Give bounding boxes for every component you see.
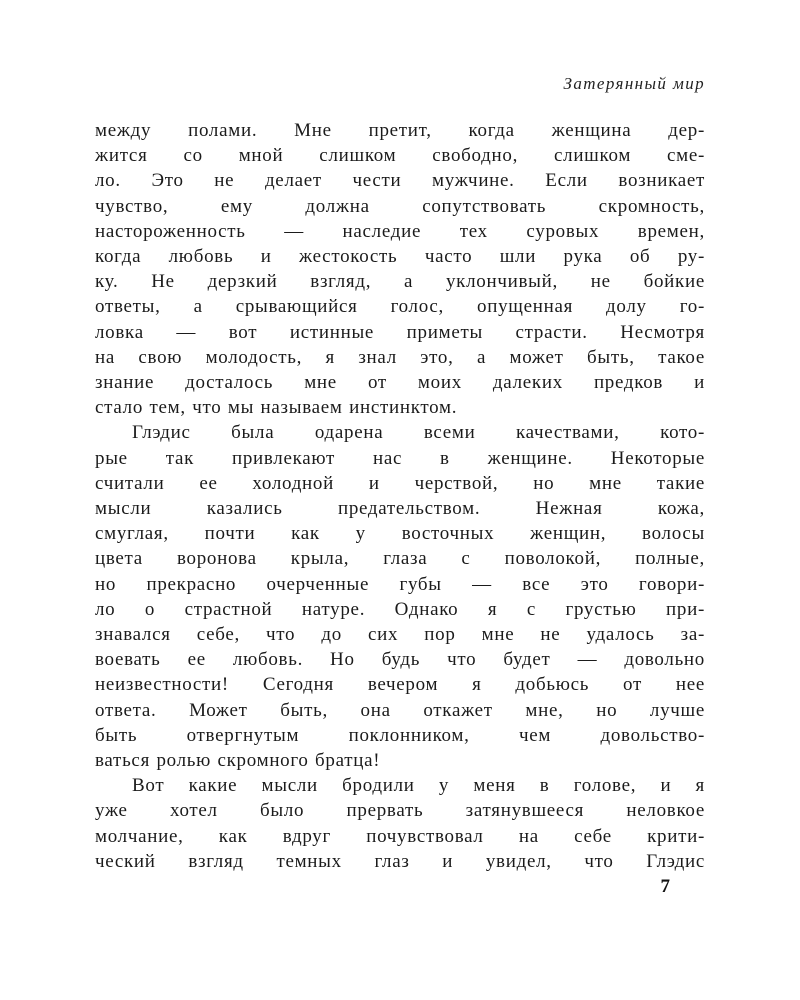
paragraph bbox=[95, 420, 705, 773]
text-line: рые так привлекают нас в женщине. Некоторые bbox=[95, 447, 705, 469]
text-line: молчание, как вдруг почувствовал на себе крити- bbox=[95, 825, 705, 847]
text-line: когда любовь и жестокость часто шли рука об ру- bbox=[95, 246, 705, 268]
text-line: смуглая, почти как у восточных женщин, волосы bbox=[95, 523, 705, 545]
text-line: ло. Это не делает чести мужчине. Если возникает bbox=[95, 170, 705, 192]
text-line: считали ее холодной и черствой, но мне такие bbox=[95, 472, 705, 494]
text-line: воевать ее любовь. Но будь что будет — довольно bbox=[95, 649, 705, 671]
text-line: цвета воронова крыла, глаза с поволокой, полные, bbox=[95, 548, 705, 570]
text-line: ческий взгляд темных глаз и увидел, что Глэдис bbox=[95, 850, 705, 872]
text-line: ответы, а срывающийся голос, опущенная долу го- bbox=[95, 296, 705, 318]
text-line: но прекрасно очерченные губы — все это говори- bbox=[95, 573, 705, 595]
text-line: неизвестности! Сегодня вечером я добьюсь от нее bbox=[95, 674, 705, 696]
page-number: 7 bbox=[660, 876, 670, 897]
text-line: стало тем, что мы называем инстинктом. bbox=[95, 397, 458, 419]
text-line: между полами. Мне претит, когда женщина дер- bbox=[95, 120, 705, 141]
text-line: жится со мной слишком свободно, слишком сме- bbox=[95, 145, 705, 167]
text-line: Глэдис была одарена всеми качествами, кото- bbox=[132, 422, 705, 444]
text-line: уже хотел было прервать затянувшееся неловкое bbox=[95, 800, 705, 822]
text-line: Вот какие мысли бродили у меня в голове, и я bbox=[132, 775, 705, 797]
text-line: мысли казались предательством. Нежная кожа, bbox=[95, 498, 705, 520]
text-line: чувство, ему должна сопутствовать скромность, bbox=[95, 195, 705, 217]
text-line: на свою молодость, я знал это, а может быть, такое bbox=[95, 346, 705, 368]
text-line: ловка — вот истинные приметы страсти. Несмотря bbox=[95, 321, 705, 343]
text-line: настороженность — наследие тех суровых времен, bbox=[95, 220, 705, 242]
text-line: ответа. Может быть, она откажет мне, но лучше bbox=[95, 699, 705, 721]
running-header: Затерянный мир bbox=[563, 74, 705, 93]
paragraph bbox=[95, 773, 705, 874]
text-line: ку. Не дерзкий взгляд, а уклончивый, не бойкие bbox=[95, 271, 705, 293]
body-text bbox=[95, 118, 705, 874]
text-line: ло о страстной натуре. Однако я с грустью при- bbox=[95, 598, 705, 620]
text-line: ваться ролью скромного братца! bbox=[95, 750, 381, 772]
paragraph bbox=[95, 118, 705, 420]
text-line: знавался себе, что до сих пор мне не удалось за- bbox=[95, 624, 705, 646]
text-line: знание досталось мне от моих далеких предков и bbox=[95, 372, 705, 394]
text-line: быть отвергнутым поклонником, чем довольство- bbox=[95, 724, 705, 746]
